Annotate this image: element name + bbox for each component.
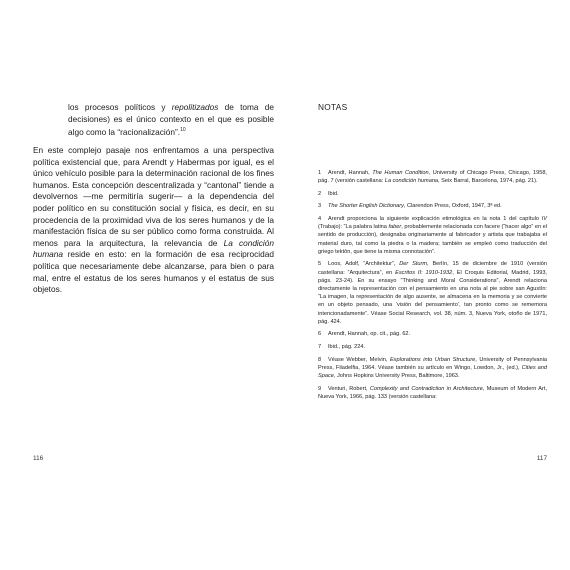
note-text: , University of Pennsylvania Press, Filadelfia, 1964. Véase también su artículo en Wingo, Lowdon, Jr., (ed.),	[318, 356, 547, 371]
note-text: , El Croquis Editorial, Madrid, 1993, págs. 23-24). En su ensayo “Thinking and Moral Considerations”, Arendt relaciona directamente la representación con el pensamiento en una nota al pie sobre san Agustín: “La imagen, la representación de algo ausente, se almacena en la memoria y se convierte en un objeto pensado, una ‘visión del pensamiento’, tan pronto como se rememora intencionadamente”. Véase Social Research, vol. 38, núm. 3, Nueva York, otoño de 1971, pág. 424.	[318, 269, 547, 325]
page-number-left: 116	[33, 455, 44, 462]
note-italic: IV	[541, 215, 547, 222]
note-text: , University of Chicago Press, Chicago, 1958, pág. 7 (versión castellana:	[318, 170, 547, 185]
note-italic: Escritos II: 1910-1932	[395, 269, 453, 276]
note-number: 5	[318, 261, 322, 268]
note-text: Arendt proporciona la siguiente explicación etimológica en la nota 1 del capítulo	[328, 215, 542, 222]
note-text: Ibid.	[328, 190, 339, 197]
quote-text: los procesos políticos y	[68, 102, 172, 112]
note-item	[318, 215, 547, 256]
note-number: 8	[318, 356, 322, 363]
quote-text-end: de toma de decisiones) es el único contexto en el que es posible algo como la “racionalización”.	[68, 102, 274, 137]
body-text-part1: En este complejo pasaje nos enfrentamos a una perspectiva política existencial que, para Arendt y Habermas por igual, es el único vehículo posible para la determinación racional de los fines humanos. Esta concepción descentralizada y “cantonal” tiende a devolvernos —me permitiría sugerir— a la dependencia del poder político en su constitución social y física, es decir, en su procedencia de la proximidad viva de los seres humanos y de la manifestación física de su ser público como forma construida. Al menos para la arquitectura, la relevancia de	[33, 145, 274, 248]
note-text: , Museum of Modern Art, Nueva York, 1966, pág. 133 (versión castellana:	[318, 385, 547, 400]
note-item	[318, 343, 547, 351]
body-text-part2: reside en esto: en la formación de esa reciprocidad política que necesariamente debe alcanzarse, para bien o para mal, entre el estatus de los seres humanos y el estatus de sus objetos.	[33, 249, 274, 295]
note-number: 6	[318, 331, 322, 338]
note-italic: Explorations into Urban Structure	[389, 356, 476, 363]
note-number: 4	[318, 215, 322, 222]
note-text: Arendt, Hannah, op. cit., pág. 62.	[328, 331, 411, 338]
note-item	[318, 330, 547, 338]
page-number-right: 117	[536, 455, 547, 462]
note-text: Venturi, Robert,	[328, 385, 370, 392]
note-item	[318, 202, 547, 210]
body-paragraph	[33, 145, 274, 296]
note-item	[318, 190, 547, 198]
note-item	[318, 356, 547, 381]
note-number: 9	[318, 385, 322, 392]
note-number: 7	[318, 344, 322, 350]
note-item	[318, 260, 547, 326]
note-text: Ibid., pág. 224.	[328, 344, 366, 350]
note-text: , probablemente relacionada con facere (“hacer algo” en el sentido de producción), designaba originariamente al fabricador y artista que trabajaba el material duro, tal como la piedra o la madera; también se empleó como traducción del griego tektōn, que tiene la misma connotación”.	[318, 224, 548, 255]
note-italic: The Shorter English Dictionary	[328, 203, 404, 210]
block-quote	[68, 102, 274, 139]
footnote-ref: 10	[180, 127, 186, 134]
book-title-italic: La condición humana	[33, 237, 275, 260]
note-text: , Seix Barral, Barcelona, 1974, pág. 21).	[438, 178, 538, 185]
quote-italic: repolitizados	[171, 102, 219, 112]
note-text: Arendt, Hannah,	[328, 170, 373, 176]
note-italic: Complexity and Contradiction in Architecture	[369, 385, 483, 392]
note-item	[318, 169, 547, 185]
note-number: 2	[318, 190, 322, 197]
right-page	[285, 0, 570, 570]
note-italic: faber	[388, 224, 402, 231]
note-text: Loos, Adolf, “Architektur”,	[328, 261, 400, 268]
note-text: , Berlín, 15 de diciembre de 1910 (versión castellana: “Arquitectura”, en	[318, 261, 547, 276]
note-italic: Der Sturm	[399, 261, 428, 268]
note-italic: La condición humana	[384, 178, 439, 185]
notes-heading: NOTAS	[318, 102, 348, 112]
notes-list	[318, 169, 547, 405]
note-item	[318, 385, 547, 401]
note-text: Véase Webber, Melvin,	[328, 356, 390, 363]
note-text: , Clarendon Press, Oxford, 1947, 3ª ed.	[403, 203, 502, 210]
note-italic: Cities and Space	[318, 364, 548, 379]
note-number: 3	[318, 203, 322, 210]
note-text: , Johns Hopkins University Press, Baltimore, 1963.	[333, 373, 460, 379]
note-number: 1	[318, 170, 322, 176]
note-italic: The Human Condition	[372, 170, 429, 176]
note-text: (Trabajo): “La palabra latina	[318, 224, 389, 231]
